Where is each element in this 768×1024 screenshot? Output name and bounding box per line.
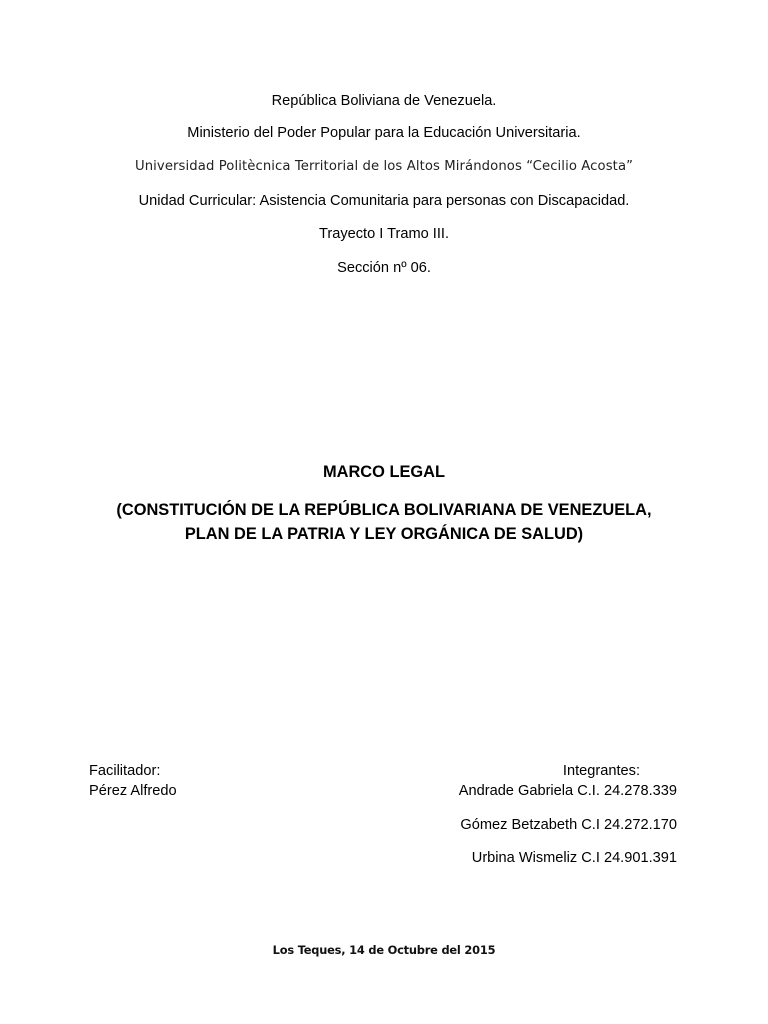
header-country: República Boliviana de Venezuela. bbox=[271, 93, 497, 109]
place-date: Los Teques, 14 de Octubre del 2015 bbox=[272, 943, 496, 957]
facilitator-name: Pérez Alfredo bbox=[89, 783, 177, 799]
document-title: MARCO LEGAL bbox=[322, 463, 445, 481]
header-ministry: Ministerio del Poder Popular para la Educación Universitaria. bbox=[187, 125, 581, 141]
document-subtitle-line1: (CONSTITUCIÓN DE LA REPÚBLICA BOLIVARIANA DE VENEZUELA, bbox=[116, 501, 652, 519]
header-university: Universidad Politècnica Territorial de los Altos Mirándonos “Cecilio Acosta” bbox=[134, 159, 634, 174]
facilitator-block bbox=[89, 761, 177, 801]
member-item: Gómez Betzabeth C.I 24.272.170 bbox=[460, 817, 677, 833]
members-label: Integrantes: bbox=[562, 763, 640, 779]
member-item: Andrade Gabriela C.I. 24.278.339 bbox=[458, 783, 677, 799]
header-section: Sección nº 06. bbox=[337, 260, 431, 276]
facilitator-label: Facilitador: bbox=[89, 763, 161, 779]
document-subtitle-line2: PLAN DE LA PATRIA Y LEY ORGÁNICA DE SALUD) bbox=[184, 525, 584, 543]
header-curricular-unit: Unidad Curricular: Asistencia Comunitaria para personas con Discapacidad. bbox=[138, 193, 630, 209]
header-trayecto: Trayecto I Tramo III. bbox=[318, 226, 450, 242]
member-item: Urbina Wismeliz C.I 24.901.391 bbox=[471, 850, 677, 866]
